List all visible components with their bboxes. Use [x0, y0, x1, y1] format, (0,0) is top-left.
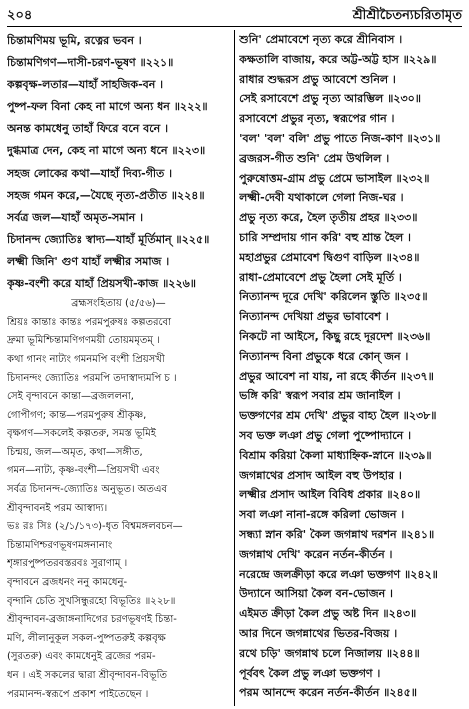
citation-heading: ভঃ রঃ সিঃ (২/১/১৭৩)-ধৃত বিশ্বমঙ্গলবচন— — [7, 521, 183, 533]
commentary-line: সেই বৃন্দাবনে কান্তা—ব্রজললনা, — [7, 391, 134, 403]
verse-line: রাধার শুদ্ধরস প্রভু আবেশে শুনিল । — [239, 72, 396, 86]
commentary-line: চিন্ময়, জল—অমৃত, কথা—সঙ্গীত, — [7, 446, 143, 458]
verse-line: রসাবেশে প্রভুর নৃত্য, স্বরূপের গান । — [239, 112, 395, 126]
verse-line: দুগ্ধমাত্র দেন, কেহ না মাগে অন্য ধনে ॥২২৩॥ — [7, 144, 206, 158]
verse-line: উদ্যানে আসিয়া কৈল বন-ভোজন । — [239, 587, 393, 601]
verse-line: ভক্তগণের শ্রম দেখি' প্রভুর বাহ্য হৈল ॥২৩৮॥ — [239, 409, 437, 423]
citation-heading: ব্রহ্মসংহিতায় (৫/৫৬)— — [71, 298, 166, 310]
verse-line: নরেন্দ্রে জলক্রীড়া করে লঞা ভক্তগণ ॥২৪২॥ — [239, 567, 438, 581]
verse-line: কল্পবৃক্ষ-লতার—যাহাঁ সাহজিক-বন । — [7, 78, 164, 92]
sloka-line: কথা গানং নাট্যং গমনমপি বংশী প্রিয়সখী — [7, 353, 165, 365]
verse-line: সন্ধ্যা স্নান করি' কৈল জগন্নাথ দরশন ॥২৪১॥ — [239, 527, 435, 541]
verse-line: নিকটে না আইসে, কিছু রহে দূরদেশ ॥২৩৬॥ — [239, 329, 431, 343]
commentary-line: গমন—নাট্য, কৃষ্ণ-বংশী—প্রিয়সখী এবং — [7, 465, 160, 477]
sloka-line: দ্রুমা ভূমিশ্চিন্তামণিগণময়ী তোয়মমৃতম্ । — [7, 335, 160, 347]
commentary-line: পরমানন্দ-স্বরূপে প্রকাশ পাইতেছেন । — [7, 688, 149, 700]
verse-line: জগন্নাথ দেখি' করেন নর্তন-কীর্তন । — [239, 547, 393, 561]
verse-line: চিন্তামণিগণ—দাসী-চরণ-ভূষণ ॥২২১॥ — [7, 56, 174, 70]
verse-line: বিশ্রাম করিয়া কৈলা মাধ্যাহ্নিক-স্নানে ॥২৩৯॥ — [239, 448, 432, 462]
verse-line: লক্ষ্মী-দেবী যথাকালে গেলা নিজ-ঘর । — [239, 191, 404, 205]
verse-line: চারি সম্প্রদায় গান করি' বহু শ্রান্ত হৈল । — [239, 230, 411, 244]
verse-line: প্রভু নৃত্য করে, হৈল তৃতীয় প্রহর ॥২৩৩॥ — [239, 211, 418, 225]
sloka-line: শৃঙ্গারপুষ্পতরবস্তরবঃ সুরাণাম্ । — [7, 558, 128, 570]
verse-line: সব ভক্ত লঞা প্রভু গেলা পুষ্পোদ্যানে । — [239, 428, 412, 442]
verse-line: ভঙ্গি করি' স্বরূপ সবার শ্রম জানাইল । — [239, 389, 401, 403]
left-column — [7, 30, 230, 706]
verse-line: পরম আনন্দে করেন নর্তন-কীর্তন ॥২৪৫॥ — [239, 686, 417, 700]
verse-line: ব্রজরস-গীত শুনি' প্রেম উথলিল । — [239, 151, 390, 165]
verse-line: সবা লঞা নানা-রঙ্গে করিলা ভোজন । — [239, 508, 405, 522]
verse-line: প্রভুর আবেশ না যায়, না রহে কীর্তন ॥২৩৭॥ — [239, 369, 434, 383]
running-title: শ্রীশ্রীচৈতন্যচরিতামৃত — [352, 8, 462, 23]
verse-line: সহজ লোকের কথা—যাহাঁ দিব্য-গীত । — [7, 166, 173, 180]
sloka-line: শ্রিয়ঃ কান্তাঃ কান্তঃ পরমপুরুষঃ কল্পতরবো — [7, 316, 171, 328]
commentary-line: শ্রীবৃন্দাবন-ব্রজাঙ্গনাদিগের চরণভূষণই চিন্তা- — [7, 614, 177, 626]
verse-line: নিত্যানন্দ বিনা প্রভুকে ধরে কোন্ জন । — [239, 349, 409, 363]
verse-line: চিদানন্দ জ্যোতিঃ স্বাদ্য—যাহাঁ মূর্তিমান্ ॥২২৫॥ — [7, 232, 210, 246]
verse-line: চিন্তামণিময় ভূমি, রত্নের ভবন । — [7, 34, 142, 47]
sloka-line: চিদানন্দং জ্যোতিঃ পরমপি তদাস্বাদ্যমপি চ । — [7, 372, 177, 384]
verse-line: লক্ষ্মী জিনি' গুণ যাহাঁ লক্ষ্মীর সমাজ । — [7, 254, 170, 268]
right-column — [239, 30, 462, 706]
verse-line: রথে চড়ি' জগন্নাথ চলে নিজালয় ॥২৪৪॥ — [239, 646, 420, 660]
commentary-line: সর্বত্র চিদানন্দ-জ্যোতিঃ অনুভূত। অতএব — [7, 484, 168, 496]
commentary-line: বৃক্ষগণ—সকলেই কল্পতরু, সমস্ত ভূমিই — [7, 428, 156, 440]
page-number: ২০৪ — [7, 8, 33, 23]
sloka-line: বৃন্দাবনে ব্রজধনং ননু কামধেনু- — [7, 577, 128, 589]
verse-line: নিত্যানন্দ দেখিয়া প্রভুর ভাবাবেশ । — [239, 310, 389, 324]
column-divider — [234, 30, 235, 706]
commentary-line: শ্রীবৃন্দাবনই পরম আস্বাদ্য। — [7, 502, 108, 514]
verse-line: মহাপ্রভুর প্রেমাবেশ দ্বিগুণ বাড়িল ॥২৩৪॥ — [239, 250, 420, 264]
verse-line: রাধা-প্রেমাবেশে প্রভু হৈলা সেই মূর্তি । — [239, 270, 402, 284]
commentary-line: ধন । এই সকলের দ্বারা শ্রীবৃন্দাবন-বিভূতি — [7, 670, 167, 681]
verse-line: নিত্যানন্দ দূরে দেখি' করিলেন স্তুতি ॥২৩৫॥ — [239, 290, 428, 304]
commentary-line: (সুরতরু) এবং কামধেনুই ব্রজের পরম- — [7, 651, 156, 663]
commentary-line: মণি, লীলানুকূল সকল-পুষ্পতরুই কল্পবৃক্ষ — [7, 632, 166, 644]
verse-line: জগন্নাথের প্রসাদ আইল বহু উপহার । — [239, 468, 402, 482]
verse-line: সহজ গমন করে,—যৈছে নৃত্য-প্রতীত ॥২২৪॥ — [7, 188, 205, 202]
verse-line: অনন্ত কামধেনু তাহাঁ ফিরে বনে বনে । — [7, 122, 169, 136]
sloka-line: চিন্তামণিশ্চরণভূষণমঙ্গনানাং — [7, 539, 113, 551]
verse-line: কৃষ্ণ-বংশী করে যাহাঁ প্রিয়সখী-কাজ ॥২২৬॥ — [7, 277, 196, 291]
verse-line: লক্ষ্মীর প্রসাদ আইল বিবিধ প্রকার ॥২৪০॥ — [239, 488, 421, 502]
verse-line: 'বল' 'বল' বলি' প্রভু পাতে নিজ-কাণ ॥২৩১॥ — [239, 131, 441, 145]
verse-line: আর দিনে জগন্নাথের ভিতর-বিজয় । — [239, 626, 398, 640]
sloka-line: বৃন্দানি চেতি সুখসিন্ধুরহো বিভূতিঃ ॥২২৮॥ — [7, 595, 176, 607]
verse-line: পুরুষোত্তম-গ্রাম প্রভু প্রেমে ভাসাইল ॥২৩২॥ — [239, 171, 430, 185]
commentary-line: গোপীগণ; কান্ত—পরমপুরুষ শ্রীকৃষ্ণ, — [7, 409, 147, 421]
verse-line: সর্বত্র জল—যাহাঁ অমৃত-সমান । — [7, 210, 144, 224]
page-header — [7, 4, 462, 27]
verse-line: এইমত ক্রীড়া কৈল প্রভু অষ্ট দিন ॥২৪৩॥ — [239, 607, 417, 621]
verse-line: শুনি' প্রেমাবেশে নৃত্য করে শ্রীনিবাস । — [239, 33, 403, 46]
verse-line: পূর্ববৎ কৈল প্রভু লঞা ভক্তগণ । — [239, 666, 381, 680]
verse-line: সেই রসাবেশে প্রভু নৃত্য আরম্ভিল ॥২৩০॥ — [239, 92, 421, 106]
verse-line: পুষ্প-ফল বিনা কেহ না মাগে অন্য ধন ॥২২২॥ — [7, 100, 208, 114]
verse-line: কক্ষতালি বাজায়, করে অট্ট-অট্ট হাস ॥২২৯॥ — [239, 52, 437, 66]
